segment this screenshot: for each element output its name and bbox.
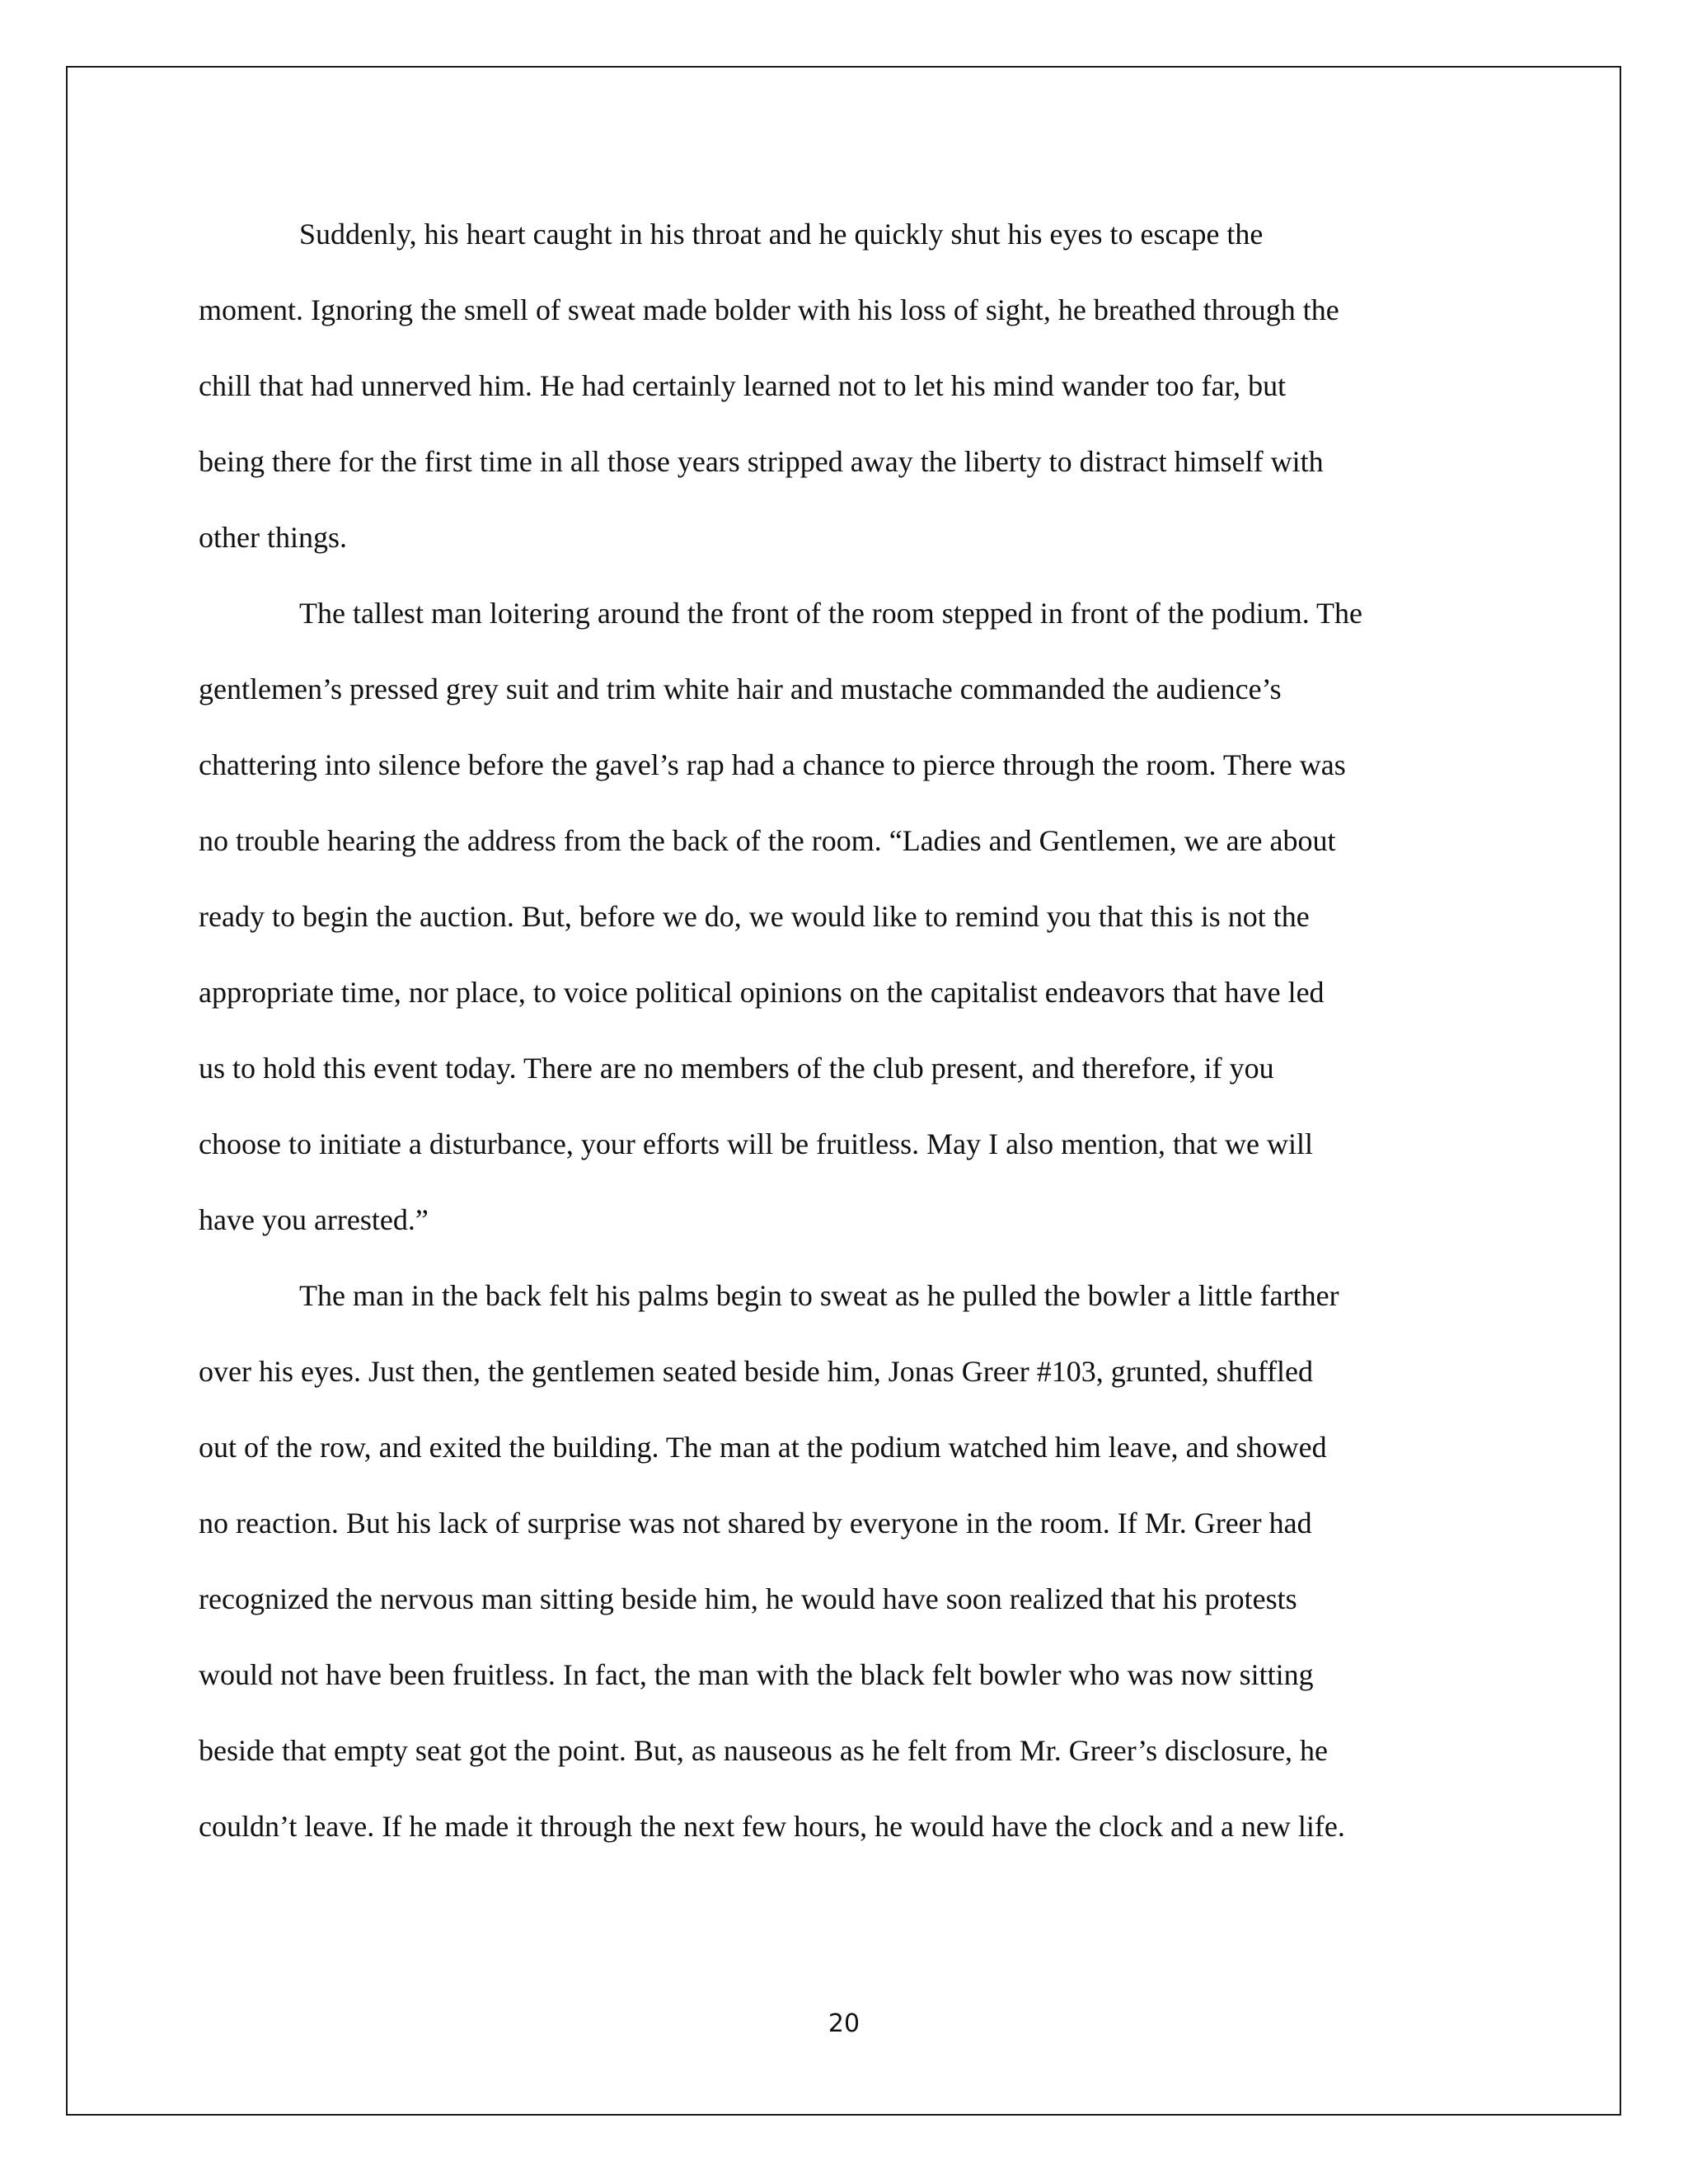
paragraph-3-line-6: would not have been fruitless. In fact, the man with the black felt bowler who was now sitting [199, 1658, 1314, 1691]
paragraph-2-line-1: The tallest man loitering around the front of the room stepped in front of the podium. The [299, 597, 1363, 630]
paragraph-3-line-3: out of the row, and exited the building. The man at the podium watched him leave, and showed [199, 1431, 1327, 1464]
paragraph-3-line-4: no reaction. But his lack of surprise was not shared by everyone in the room. If Mr. Greer had [199, 1507, 1312, 1540]
paragraph-2-line-9: have you arrested.” [199, 1203, 429, 1236]
paragraph-1-line-1: Suddenly, his heart caught in his throat and he quickly shut his eyes to escape the [299, 218, 1264, 251]
paragraph-2-line-5: ready to begin the auction. But, before we do, we would like to remind you that this is not the [199, 900, 1310, 933]
paragraph-1-line-3: chill that had unnerved him. He had certainly learned not to let his mind wander too far, but [199, 369, 1287, 402]
paragraph-1-line-4: being there for the first time in all those years stripped away the liberty to distract himself with [199, 445, 1324, 478]
paragraph-3-line-7: beside that empty seat got the point. But, as nauseous as he felt from Mr. Greer’s disclosure, he [199, 1734, 1329, 1767]
paragraph-2-line-3: chattering into silence before the gavel’s rap had a chance to pierce through the room. There was [199, 748, 1346, 781]
paragraph-1-line-2: moment. Ignoring the smell of sweat made bolder with his loss of sight, he breathed through the [199, 293, 1339, 326]
paragraph-3-line-1: The man in the back felt his palms begin to sweat as he pulled the bowler a little farther [299, 1279, 1339, 1312]
paragraph-2-line-7: us to hold this event today. There are no members of the club present, and therefore, if you [199, 1052, 1274, 1085]
paragraph-3-line-2: over his eyes. Just then, the gentlemen seated beside him, Jonas Greer #103, grunted, shuffled [199, 1355, 1314, 1388]
paragraph-1-line-5: other things. [199, 521, 347, 554]
paragraph-2-line-8: choose to initiate a disturbance, your efforts will be fruitless. May I also mention, that we will [199, 1127, 1314, 1160]
page-number: 20 [828, 2009, 860, 2038]
body-text [199, 196, 1489, 1864]
paragraph-2-line-2: gentlemen’s pressed grey suit and trim white hair and mustache commanded the audience’s [199, 673, 1282, 705]
paragraph-2-line-4: no trouble hearing the address from the back of the room. “Ladies and Gentlemen, we are about [199, 824, 1336, 857]
paragraph-3-line-8: couldn’t leave. If he made it through the next few hours, he would have the clock and a new life. [199, 1810, 1345, 1843]
paragraph-2-line-6: appropriate time, nor place, to voice political opinions on the capitalist endeavors that have led [199, 976, 1325, 1009]
paragraph-3-line-5: recognized the nervous man sitting beside him, he would have soon realized that his protests [199, 1582, 1297, 1615]
